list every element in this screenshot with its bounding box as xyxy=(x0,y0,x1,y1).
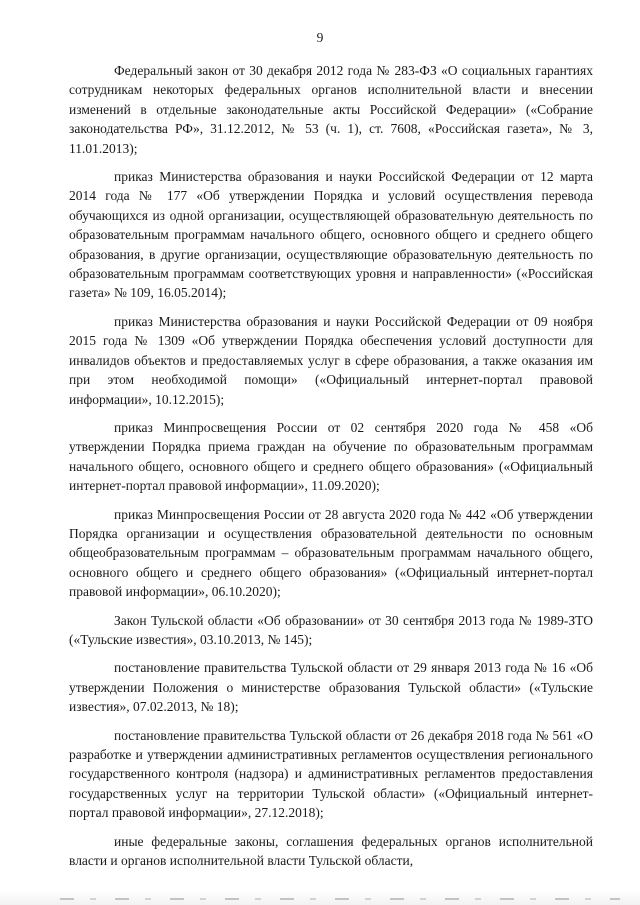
paragraph-federal-law-283: Федеральный закон от 30 декабря 2012 года № 283-ФЗ «О социальных гарантиях сотрудникам некоторых федеральных органов исполнительной власти и внесении изменений в отдельные законодательные акты Российской Федерации» («Собрание законодательства РФ», 31.12.2012, № 53 (ч. 1), ст. 7608, «Российская газета», № 3, 11.01.2013); xyxy=(69,63,593,156)
paragraph-order-177: приказ Министерства образования и науки Российской Федерации от 12 марта 2014 года № 177 «Об утверждении Порядка и условий осуществления перевода обучающихся из одной организации, осуществляющей образовательную деятельность по образовательным программам начального общего, основного общего и среднего общего образования, в другие организации, осуществляющие образовательную деятельность по образовательным программам соответствующих уровня и направленности» («Российская газета» № 109, 16.05.2014); xyxy=(69,169,593,301)
paragraph-order-458: приказ Минпросвещения России от 02 сентября 2020 года № 458 «Об утверждении Порядка приема граждан на обучение по образовательным программам начального общего, основного общего и среднего общего образования» («Официальный интернет-портал правовой информации», 11.09.2020); xyxy=(69,419,593,494)
document-body xyxy=(69,61,593,879)
paragraph-decree-561: постановление правительства Тульской области от 26 декабря 2018 года № 561 «О разработке и утверждении административных регламентов осуществления регионального государственного контроля (надзора) и административных регламентов предоставления государственных услуг на территории Тульской области» («Официальный интернет-портал правовой информации», 27.12.2018); xyxy=(69,727,593,821)
paragraph-decree-16: постановление правительства Тульской области от 29 января 2013 года № 16 «Об утверждении Положения о министерстве образования Тульской области» («Тульские известия», 07.02.2013, № 18); xyxy=(69,660,593,715)
page-number: 9 xyxy=(316,30,324,45)
paragraph-tula-law-1989: Закон Тульской области «Об образовании» от 30 сентября 2013 года № 1989-ЗТО («Тульские известия», 03.10.2013, № 145); xyxy=(69,612,593,647)
paragraph-order-442: приказ Минпросвещения России от 28 августа 2020 года № 442 «Об утверждении Порядка организации и осуществления образовательной деятельности по основным общеобразовательным программам – образовательным программам начального общего, основного общего и среднего общего образования» («Официальный интернет-портал правовой информации», 06.10.2020); xyxy=(69,506,593,600)
scan-artifact-line xyxy=(60,898,620,900)
paragraph-other-laws: иные федеральные законы, соглашения федеральных органов исполнительной власти и органов исполнительной власти Тульской области, xyxy=(69,833,593,869)
paragraph-order-1309: приказ Министерства образования и науки Российской Федерации от 09 ноября 2015 года № 1309 «Об утверждении Порядка обеспечения условий доступности для инвалидов объектов и предоставляемых услуг в сфере образования, а также оказания им при этом необходимой помощи» («Официальный интернет-портал правовой информации», 10.12.2015); xyxy=(69,313,593,407)
